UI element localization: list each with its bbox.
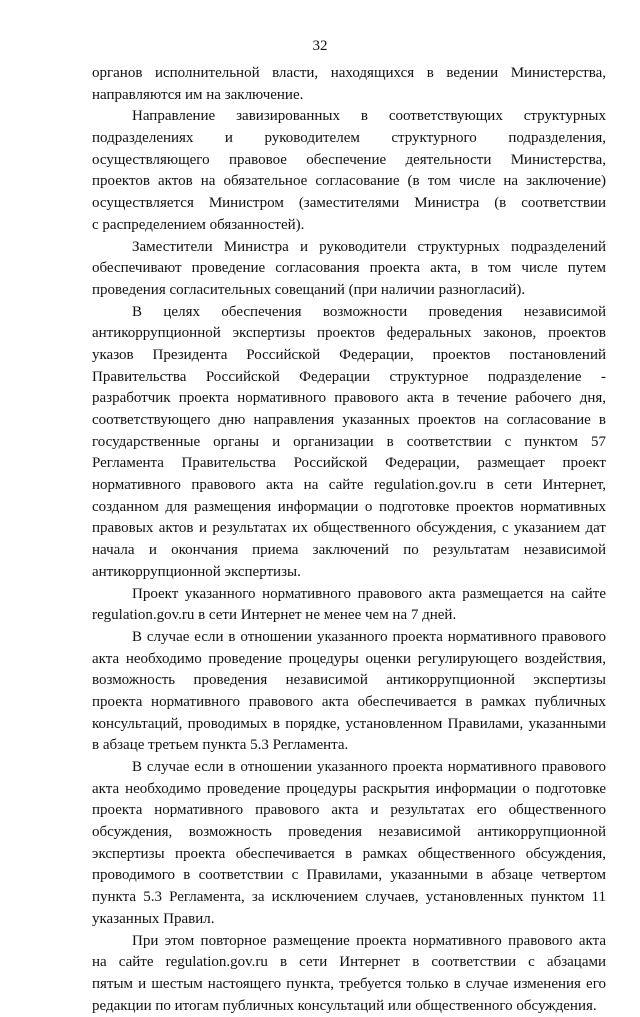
text-line: редакции по итогам публичных консультаций или общественного обсуждения. [92, 996, 606, 1017]
text-line: правовых актов и результатах их общественного обсуждения, с указанием дат [92, 518, 606, 540]
text-line: В целях обеспечения возможности проведения независимой [92, 302, 606, 324]
text-line: государственные органы и организации в соответствии с пунктом 57 [92, 432, 606, 454]
text-line: антикоррупционной экспертизы проектов федеральных законов, проектов [92, 323, 606, 345]
text-line: разработчик проекта нормативного правового акта в течение рабочего дня, [92, 388, 606, 410]
document-body [92, 63, 606, 1017]
text-line: на сайте regulation.gov.ru в сети Интернет в соответствии с абзацами [92, 952, 606, 974]
text-line: органов исполнительной власти, находящихся в ведении Министерства, [92, 63, 606, 85]
text-line: Заместители Министра и руководители структурных подразделений [92, 237, 606, 259]
text-line: В случае если в отношении указанного проекта нормативного правового [92, 627, 606, 649]
text-line: направляются им на заключение. [92, 85, 606, 107]
page-number: 32 [0, 38, 640, 54]
text-line: подразделениях и руководителем структурного подразделения, [92, 128, 606, 150]
text-line: обсуждения, возможность проведения независимой антикоррупционной [92, 822, 606, 844]
paragraph [92, 584, 606, 627]
text-line: проведения согласительных совещаний (при наличии разногласий). [92, 280, 606, 302]
paragraph [92, 627, 606, 757]
text-line: пятым и шестым настоящего пункта, требуется только в случае изменения его [92, 974, 606, 996]
text-line: Проект указанного нормативного правового акта размещается на сайте [92, 584, 606, 606]
text-line: в абзаце третьем пункта 5.3 Регламента. [92, 735, 606, 757]
text-line: указов Президента Российской Федерации, проектов постановлений [92, 345, 606, 367]
text-line: Направление завизированных в соответствующих структурных [92, 106, 606, 128]
text-line: созданном для размещения информации о подготовке проектов нормативных [92, 497, 606, 519]
text-line: консультаций, проводимых в порядке, установленном Правилами, указанными [92, 714, 606, 736]
paragraph [92, 302, 606, 584]
paragraph [92, 237, 606, 302]
text-line: осуществляющего правовое обеспечение деятельности Министерства, [92, 150, 606, 172]
paragraph [92, 931, 606, 1017]
text-line: Правительства Российской Федерации структурное подразделение - [92, 367, 606, 389]
text-line: обеспечивают проведение согласования проекта акта, в том числе путем [92, 258, 606, 280]
text-line: проекта нормативного правового акта и результатах его общественного [92, 800, 606, 822]
text-line: проекта нормативного правового акта обеспечивается в рамках публичных [92, 692, 606, 714]
paragraph [92, 63, 606, 106]
text-line: Регламента Правительства Российской Федерации, размещает проект [92, 453, 606, 475]
text-line: При этом повторное размещение проекта нормативного правового акта [92, 931, 606, 953]
text-line: соответствующего дню направления указанных проектов на согласование в [92, 410, 606, 432]
text-line: начала и окончания приема заключений по результатам независимой [92, 540, 606, 562]
text-line: проектов актов на обязательное согласование (в том числе на заключение) [92, 171, 606, 193]
text-line: возможность проведения независимой антикоррупционной экспертизы [92, 670, 606, 692]
text-line: акта необходимо проведение процедуры оценки регулирующего воздействия, [92, 649, 606, 671]
text-line: экспертизы проекта обеспечивается в рамках общественного обсуждения, [92, 844, 606, 866]
text-line: акта необходимо проведение процедуры раскрытия информации о подготовке [92, 779, 606, 801]
text-line: проводимого в соответствии с Правилами, указанными в абзаце четвертом [92, 865, 606, 887]
paragraph [92, 106, 606, 236]
text-line: пункта 5.3 Регламента, за исключением случаев, установленных пунктом 11 [92, 887, 606, 909]
text-line: В случае если в отношении указанного проекта нормативного правового [92, 757, 606, 779]
text-line: с распределением обязанностей). [92, 215, 606, 237]
text-line: осуществляется Министром (заместителями Министра (в соответствии [92, 193, 606, 215]
text-line: указанных Правил. [92, 909, 606, 931]
paragraph [92, 757, 606, 931]
text-line: антикоррупционной экспертизы. [92, 562, 606, 584]
text-line: regulation.gov.ru в сети Интернет не менее чем на 7 дней. [92, 605, 606, 627]
text-line: нормативного правового акта на сайте regulation.gov.ru в сети Интернет, [92, 475, 606, 497]
